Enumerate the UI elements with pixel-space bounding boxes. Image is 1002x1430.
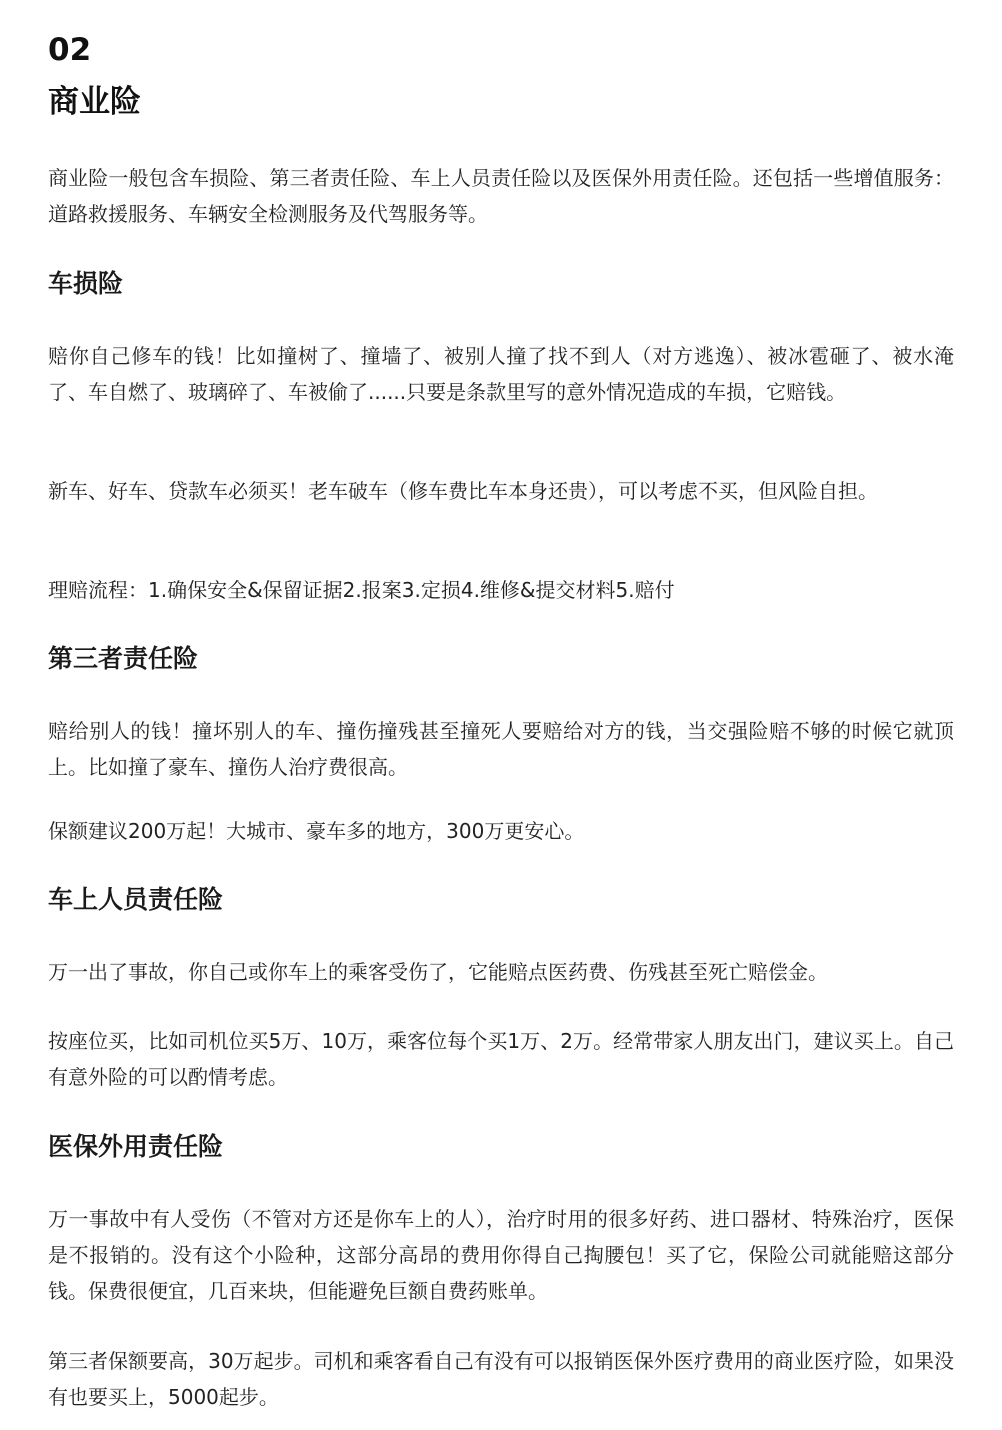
section-number: 02 xyxy=(48,32,92,68)
section-heading-non-insured-medical: 医保外用责任险 xyxy=(48,1132,224,1161)
section-heading-third-party: 第三者责任险 xyxy=(48,644,199,673)
paragraph: 按座位买，比如司机位买5万、10万，乘客位每个买1万、2万。经常带家人朋友出门，建议买上。自己有意外险的可以酌情考虑。 xyxy=(48,1029,954,1089)
paragraph: 第三者保额要高，30万起步。司机和乘客看自己有没有可以报销医保外医疗费用的商业医疗险，如果没有也要买上，5000起步。 xyxy=(48,1349,954,1409)
paragraph: 新车、好车、贷款车必须买！老车破车（修车费比车本身还贵），可以考虑不买，但风险自担。 xyxy=(48,479,878,503)
paragraph: 理赔流程：1.确保安全&保留证据2.报案3.定损4.维修&提交材料5.赔付 xyxy=(48,578,675,602)
paragraph: 赔给别人的钱！撞坏别人的车、撞伤撞残甚至撞死人要赔给对方的钱，当交强险赔不够的时候它就顶上。比如撞了豪车、撞伤人治疗费很高。 xyxy=(48,719,954,779)
paragraph: 赔你自己修车的钱！比如撞树了、撞墙了、被别人撞了找不到人（对方逃逸）、被冰雹砸了、被水淹了、车自燃了、玻璃碎了、车被偷了......只要是条款里写的意外情况造成的车损，它赔钱。 xyxy=(48,344,954,404)
paragraph: 万一出了事故，你自己或你车上的乘客受伤了，它能赔点医药费、伤残甚至死亡赔偿金。 xyxy=(48,960,828,984)
paragraph: 万一事故中有人受伤（不管对方还是你车上的人），治疗时用的很多好药、进口器材、特殊治疗，医保是不报销的。没有这个小险种，这部分高昂的费用你得自己掏腰包！买了它，保险公司就能赔这部分钱。保费很便宜，几百来块，但能避免巨额自费药账单。 xyxy=(48,1207,954,1303)
paragraph: 保额建议200万起！大城市、豪车多的地方，300万更安心。 xyxy=(48,819,585,843)
section-heading-passenger: 车上人员责任险 xyxy=(48,885,224,914)
page-title: 商业险 xyxy=(48,84,141,120)
section-heading-vehicle-damage: 车损险 xyxy=(48,269,124,298)
intro-paragraph: 商业险一般包含车损险、第三者责任险、车上人员责任险以及医保外用责任险。还包括一些增值服务：道路救援服务、车辆安全检测服务及代驾服务等。 xyxy=(48,166,954,226)
